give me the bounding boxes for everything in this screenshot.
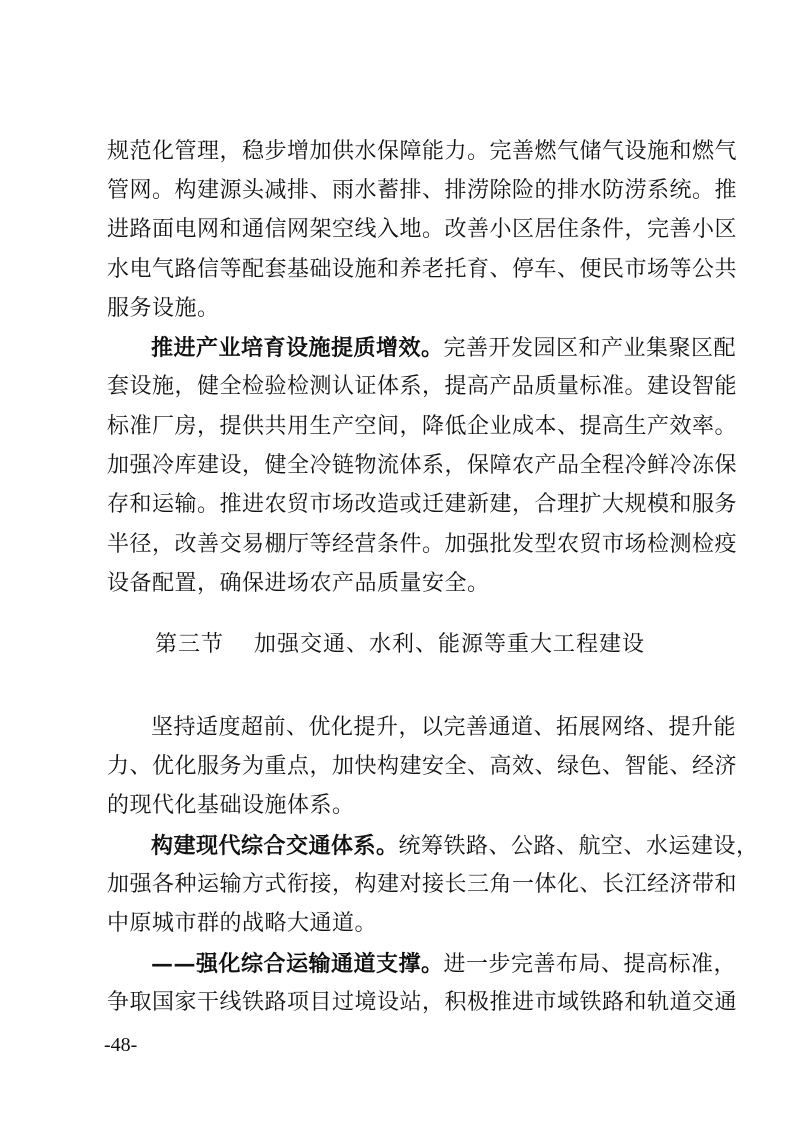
paragraph-lead: ——强化综合运输通道支撑。 <box>151 951 444 977</box>
text-line <box>151 831 759 861</box>
text-line: 坚持适度超前、优化提升，以完善通道、拓展网络、提升能 <box>151 715 737 740</box>
text-line: 半径，改善交易棚厅等经营条件。加强批发型农贸市场检测检疫 <box>107 532 738 557</box>
text-line <box>151 333 737 363</box>
text-line: 力、优化服务为重点，加快构建安全、高效、绿色、智能、经济 <box>107 754 738 779</box>
section-title: 加强交通、水利、能源等重大工程建设 <box>254 632 646 657</box>
text-line: 服务设施。 <box>107 296 220 321</box>
section-heading <box>107 630 693 660</box>
text-line: 水电气路信等配套基础设施和养老托育、停车、便民市场等公共 <box>107 257 738 282</box>
text-line: 规范化管理，稳步增加供水保障能力。完善燃气储气设施和燃气 <box>107 139 738 164</box>
text-line: 进路面电网和通信网架空线入地。改善小区居住条件，完善小区 <box>107 217 738 242</box>
text-line: 设备配置，确保进场农产品质量安全。 <box>107 571 490 596</box>
text-line: 管网。构建源头减排、雨水蓄排、排涝除险的排水防涝系统。推 <box>107 178 738 203</box>
text-line <box>151 949 737 979</box>
paragraph-text: 完善开发园区和产业集聚区配 <box>443 336 737 361</box>
text-line: 的现代化基础设施体系。 <box>107 793 355 818</box>
section-number: 第三节 <box>154 632 224 657</box>
page-number: -48- <box>104 1034 138 1056</box>
text-line: 套设施，健全检验检测认证体系，提高产品质量标准。建设智能 <box>107 374 738 399</box>
text-line: 标准厂房，提供共用生产空间，降低企业成本、提高生产效率。 <box>107 414 738 439</box>
paragraph-text: 进一步完善布局、提高标准， <box>443 952 737 977</box>
text-line: 中原城市群的战略大通道。 <box>107 911 378 936</box>
text-line: 加强各种运输方式衔接，构建对接长三角一体化、长江经济带和 <box>107 872 738 897</box>
paragraph-lead: 构建现代综合交通体系。 <box>151 833 399 859</box>
text-line: 加强冷库建设，健全冷链物流体系，保障农产品全程冷鲜冷冻保 <box>107 453 738 478</box>
text-line: 存和运输。推进农贸市场改造或迁建新建，合理扩大规模和服务 <box>107 492 738 517</box>
paragraph-text: 统筹铁路、公路、航空、水运建设， <box>398 834 759 859</box>
text-line: 争取国家干线铁路项目过境设站，积极推进市域铁路和轨道交通 <box>107 990 738 1015</box>
paragraph-lead: 推进产业培育设施提质增效。 <box>151 335 444 361</box>
